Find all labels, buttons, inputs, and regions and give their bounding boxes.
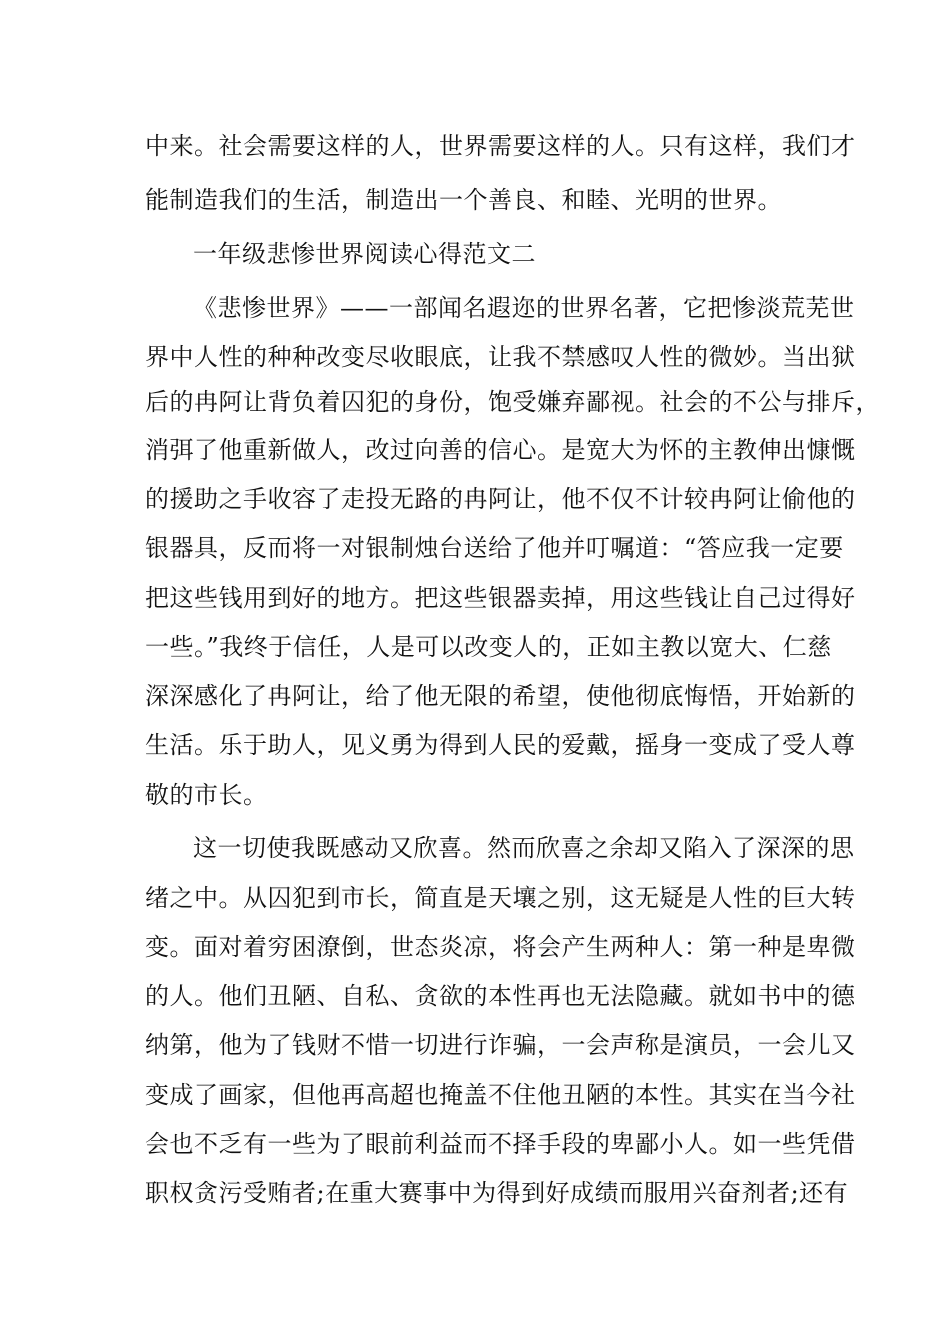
text-line: 把这些钱用到好的地方。把这些银器卖掉，用这些钱让自己过得好 [145, 584, 856, 612]
text-line: 的人。他们丑陋、自私、贪欲的本性再也无法隐藏。就如书中的德 [145, 982, 856, 1010]
text-line: 纳第，他为了钱财不惜一切进行诈骗，一会声称是演员，一会儿又 [145, 1031, 856, 1059]
text-line: 消弭了他重新做人，改过向善的信心。是宽大为怀的主教伸出慷慨 [145, 436, 856, 464]
text-line: 《悲惨世界》——一部闻名遐迩的世界名著，它把惨淡荒芜世 [193, 294, 855, 322]
text-line: 深深感化了冉阿让，给了他无限的希望，使他彻底悔悟，开始新的 [145, 682, 856, 710]
text-line: 职权贪污受贿者;在重大赛事中为得到好成绩而服用兴奋剂者;还有 [145, 1179, 849, 1207]
text-line: 这一切使我既感动又欣喜。然而欣喜之余却又陷入了深深的思 [193, 834, 855, 862]
section-heading: 一年级悲惨世界阅读心得范文二 [193, 240, 536, 268]
text-line: 绪之中。从囚犯到市长，简直是天壤之别，这无疑是人性的巨大转 [145, 884, 856, 912]
text-line: 会也不乏有一些为了眼前利益而不择手段的卑鄙小人。如一些凭借 [145, 1130, 856, 1158]
text-line: 变成了画家，但他再高超也掩盖不住他丑陋的本性。其实在当今社 [145, 1081, 856, 1109]
text-line: 的援助之手收容了走投无路的冉阿让，他不仅不计较冉阿让偷他的 [145, 485, 856, 513]
text-line: 中来。社会需要这样的人，世界需要这样的人。只有这样，我们才 [145, 132, 856, 160]
text-line: 生活。乐于助人，见义勇为得到人民的爱戴，摇身一变成了受人尊 [145, 731, 856, 759]
text-line: 银器具，反而将一对银制烛台送给了他并叮嘱道：“答应我一定要 [145, 534, 844, 562]
text-line: 后的冉阿让背负着囚犯的身份，饱受嫌弃鄙视。社会的不公与排斥， [145, 388, 880, 416]
text-line: 敬的市长。 [145, 781, 268, 809]
text-line: 界中人性的种种改变尽收眼底，让我不禁感叹人性的微妙。当出狱 [145, 343, 856, 371]
text-line: 一些。”我终于信任，人是可以改变人的，正如主教以宽大、仁慈 [145, 633, 832, 661]
text-line: 能制造我们的生活，制造出一个善良、和睦、光明的世界。 [145, 186, 782, 214]
text-line: 变。面对着穷困潦倒，世态炎凉，将会产生两种人：第一种是卑微 [145, 933, 856, 961]
